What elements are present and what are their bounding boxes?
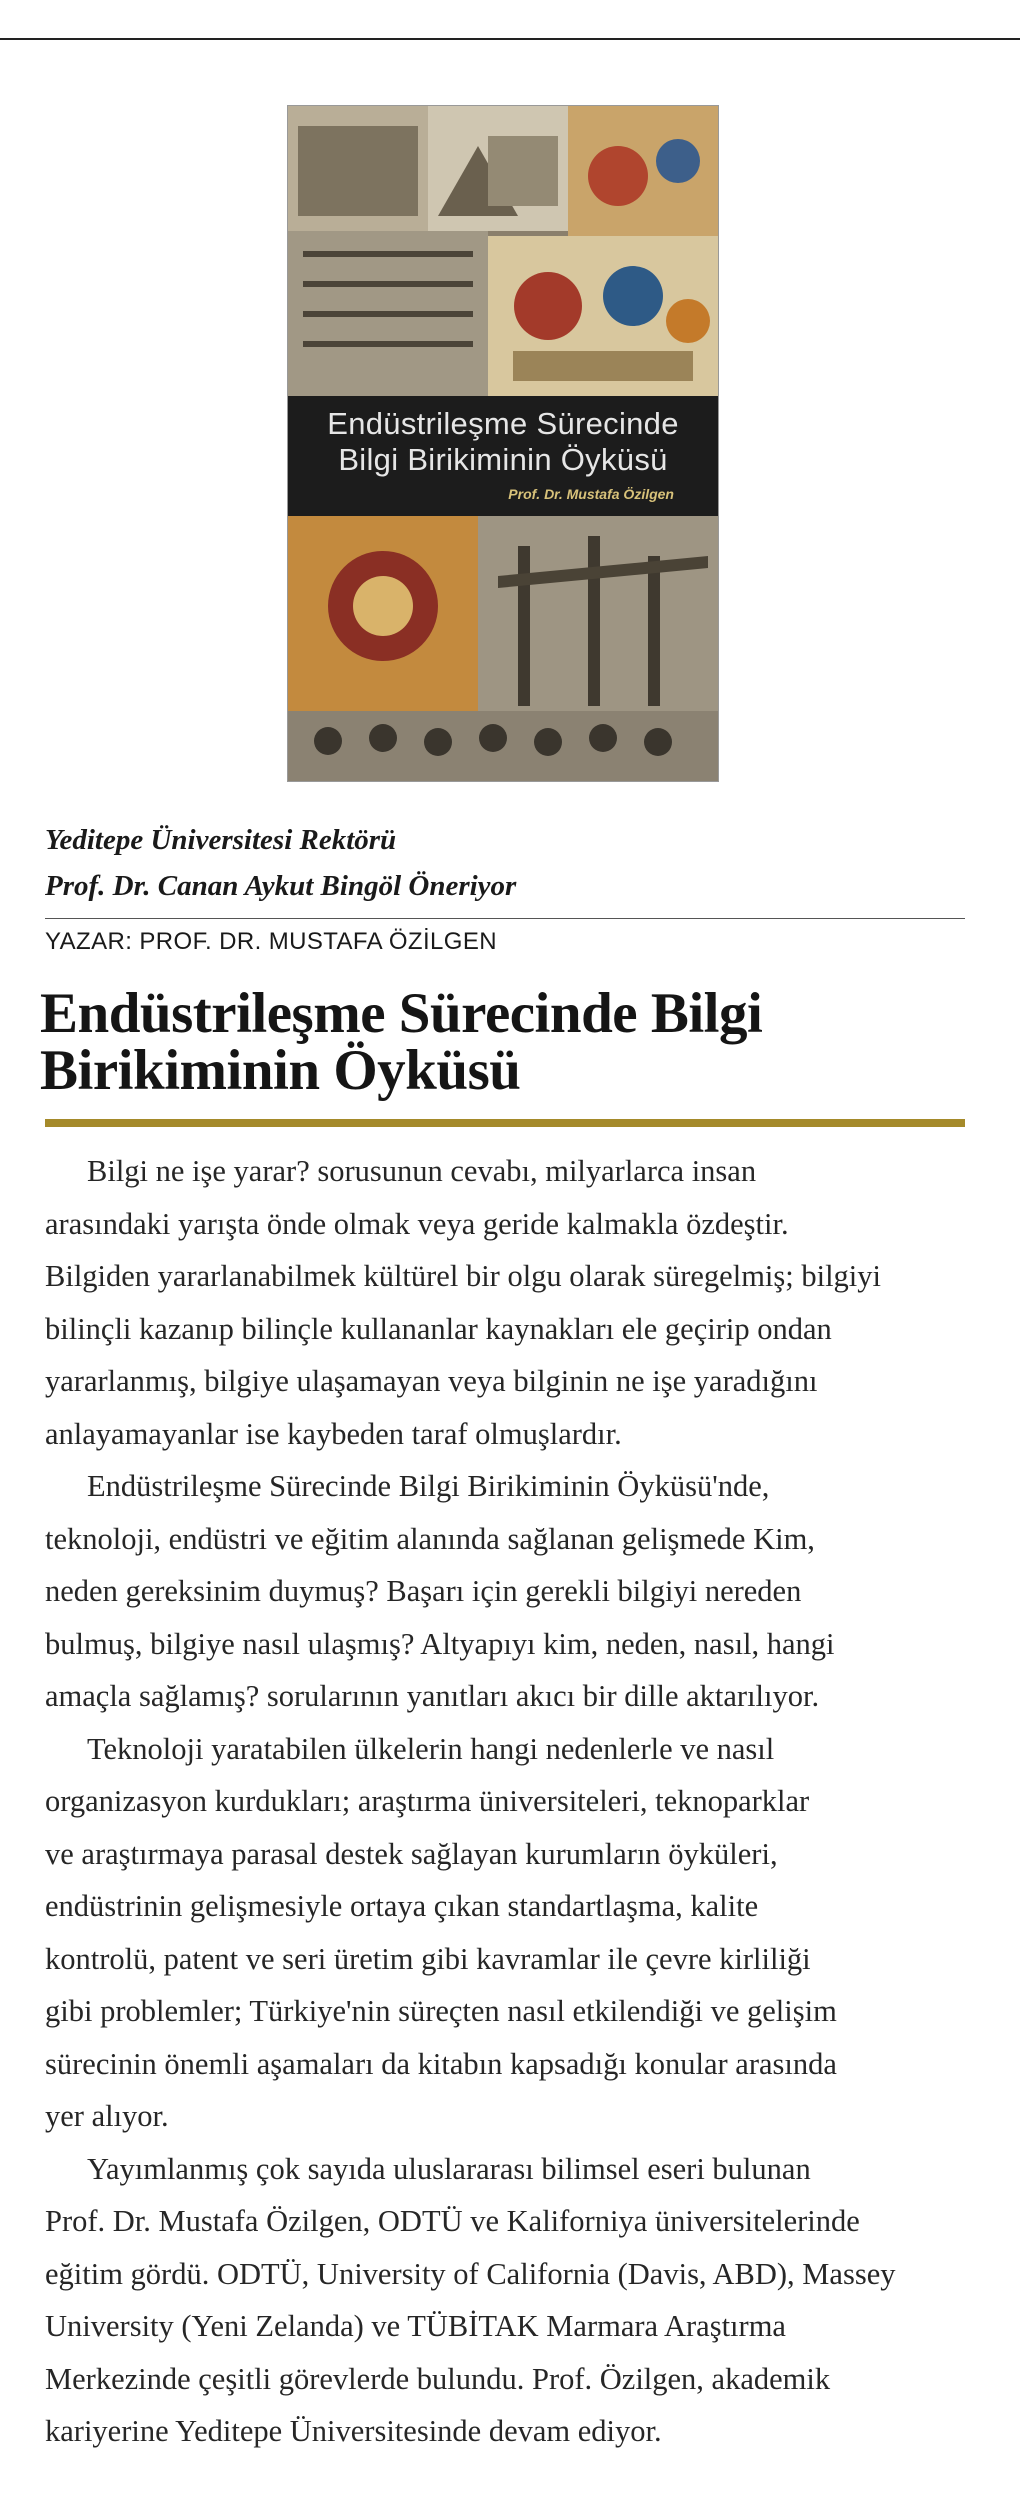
text-line: Merkezinde çeşitli görevlerde bulundu. Prof. Özilgen, akademik [45, 2361, 831, 2396]
paragraph [45, 2143, 965, 2458]
text-line: eğitim gördü. ODTÜ, University of California (Davis, ABD), Massey [45, 2256, 896, 2291]
cover-collage-bottom [288, 516, 718, 781]
text-line: yararlanmış, bilgiye ulaşamayan veya bilginin ne işe yaradığını [45, 1364, 818, 1398]
paragraph [45, 1145, 965, 1460]
article-body [45, 1145, 965, 2458]
paragraph [45, 1460, 965, 1723]
text-line: arasındaki yarışta önde olmak veya geride kalmakla özdeştir. [45, 1206, 789, 1241]
top-rule [0, 38, 1020, 40]
recommender-title: Yeditepe Üniversitesi Rektörü [45, 824, 397, 856]
text-line: amaçla sağlamış? sorularının yanıtları akıcı bir dille aktarılıyor. [45, 1679, 820, 1713]
text-line: teknoloji, endüstri ve eğitim alanında sağlanan gelişmede Kim, [45, 1521, 815, 1556]
text-line: University (Yeni Zelanda) ve TÜBİTAK Marmara Araştırma [45, 2309, 786, 2343]
headline-line: Birikiminin Öyküsü [40, 1039, 521, 1102]
text-line: ve araştırmaya parasal destek sağlayan kurumların öyküleri, [45, 1836, 778, 1871]
article-headline [40, 982, 980, 1102]
text-line: Bilgiden yararlanabilmek kültürel bir olgu olarak süregelmiş; bilgiyi [45, 1259, 882, 1293]
headline-line: Endüstrileşme Sürecinde Bilgi [40, 982, 763, 1045]
text-line: kariyerine Yeditepe Üniversitesinde devam ediyor. [45, 2414, 662, 2448]
cover-title-line1: Endüstrileşme Sürecinde [327, 406, 679, 441]
author-line: YAZAR: PROF. DR. MUSTAFA ÖZİLGEN [45, 928, 497, 955]
cover-title-line2: Bilgi Birikiminin Öyküsü [338, 442, 668, 477]
recommender-name: Prof. Dr. Canan Aykut Bingöl Öneriyor [45, 870, 517, 902]
text-line: Endüstrileşme Sürecinde Bilgi Birikiminin Öyküsü'nde, [87, 1469, 770, 1503]
cover-author: Prof. Dr. Mustafa Özilgen [508, 486, 674, 502]
text-line: bilinçli kazanıp bilinçle kullananlar kaynakları ele geçirip ondan [45, 1311, 832, 1346]
text-line: kontrolü, patent ve seri üretim gibi kavramlar ile çevre kirliliği [45, 1941, 811, 1976]
text-line: anlayamayanlar ise kaybeden taraf olmuşlardır. [45, 1416, 622, 1451]
text-line: bulmuş, bilgiye nasıl ulaşmış? Altyapıyı kim, neden, nasıl, hangi [45, 1626, 835, 1661]
text-line: Bilgi ne işe yarar? sorusunun cevabı, milyarlarca insan [87, 1154, 757, 1188]
text-line: neden gereksinim duymuş? Başarı için gerekli bilgiyi nereden [45, 1574, 802, 1608]
text-line: endüstrinin gelişmesiyle ortaya çıkan standartlaşma, kalite [45, 1889, 759, 1923]
divider [45, 918, 965, 919]
text-line: organizasyon kurdukları; araştırma üniversiteleri, teknoparklar [45, 1784, 810, 1818]
gold-divider [45, 1119, 965, 1127]
text-line: Teknoloji yaratabilen ülkelerin hangi nedenlerle ve nasıl [87, 1731, 775, 1766]
text-line: Yayımlanmış çok sayıda uluslararası bilimsel eseri bulunan [87, 2151, 811, 2186]
text-line: sürecinin önemli aşamaları da kitabın kapsadığı konular arasında [45, 2046, 837, 2081]
text-line: gibi problemler; Türkiye'nin süreçten nasıl etkilendiği ve gelişim [45, 1994, 837, 2028]
paragraph [45, 1723, 965, 2143]
text-line: Prof. Dr. Mustafa Özilgen, ODTÜ ve Kaliforniya üniversitelerinde [45, 2204, 860, 2238]
text-line: yer alıyor. [45, 2099, 169, 2133]
cover-collage-top [288, 106, 718, 396]
book-cover-image [288, 106, 718, 781]
